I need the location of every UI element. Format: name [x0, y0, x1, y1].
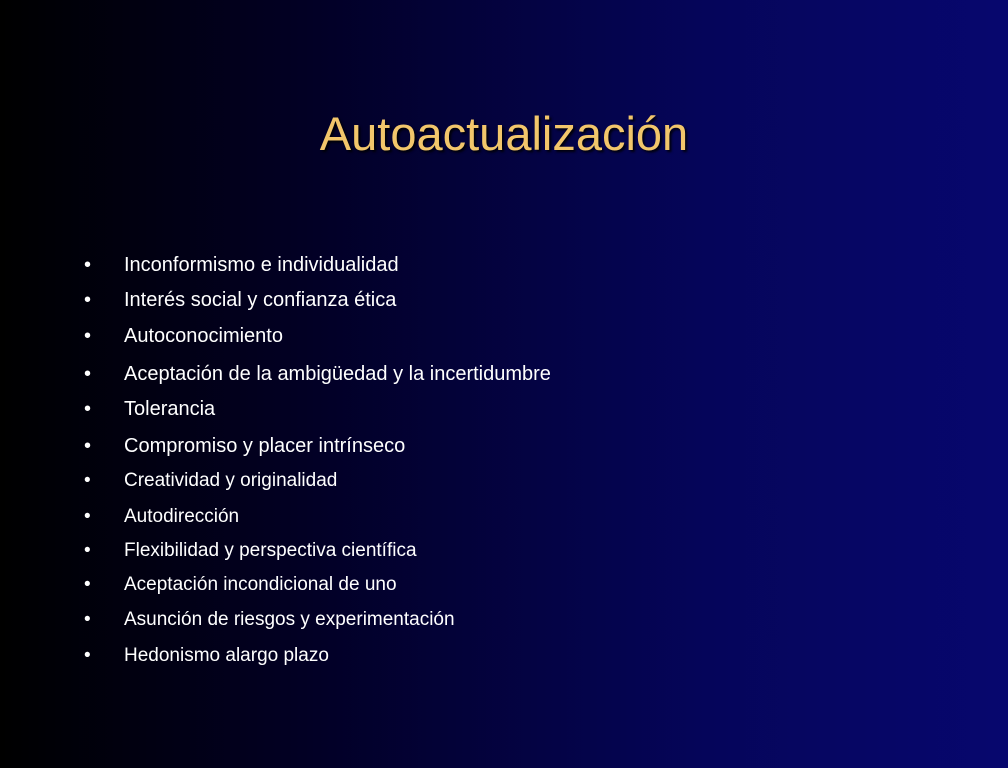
bullet-icon: •	[84, 325, 92, 347]
bullet-icon: •	[84, 289, 92, 311]
bullet-icon: •	[84, 470, 91, 491]
bullet-icon: •	[84, 363, 92, 385]
bullet-icon: •	[84, 398, 92, 420]
bullet-label: Autodirección	[124, 506, 240, 527]
bullet-label: Interés social y confianza ética	[124, 289, 397, 311]
bullet-icon: •	[84, 609, 91, 630]
bullet-label: Autoconocimiento	[124, 325, 283, 347]
bullet-label: Aceptación de la ambigüedad y la incertidumbre	[124, 363, 551, 385]
bullet-icon: •	[84, 645, 91, 666]
bullet-icon: •	[84, 574, 91, 595]
bullet-icon: •	[84, 540, 91, 561]
bullet-label: Creatividad y originalidad	[124, 470, 338, 491]
bullet-icon: •	[84, 506, 91, 527]
bullet-label: Asunción de riesgos y experimentación	[124, 609, 455, 630]
bullet-label: Flexibilidad y perspectiva científica	[124, 540, 417, 561]
bullet-icon: •	[84, 435, 92, 457]
bullet-label: Tolerancia	[124, 398, 216, 420]
slide-title: Autoactualización	[319, 107, 689, 160]
bullet-label: Inconformismo e individualidad	[124, 254, 399, 276]
bullet-label: Compromiso y placer intrínseco	[124, 435, 406, 457]
bullet-icon: •	[84, 254, 92, 276]
bullet-label: Hedonismo alargo plazo	[124, 645, 329, 666]
bullet-label: Aceptación incondicional de uno	[124, 574, 397, 595]
